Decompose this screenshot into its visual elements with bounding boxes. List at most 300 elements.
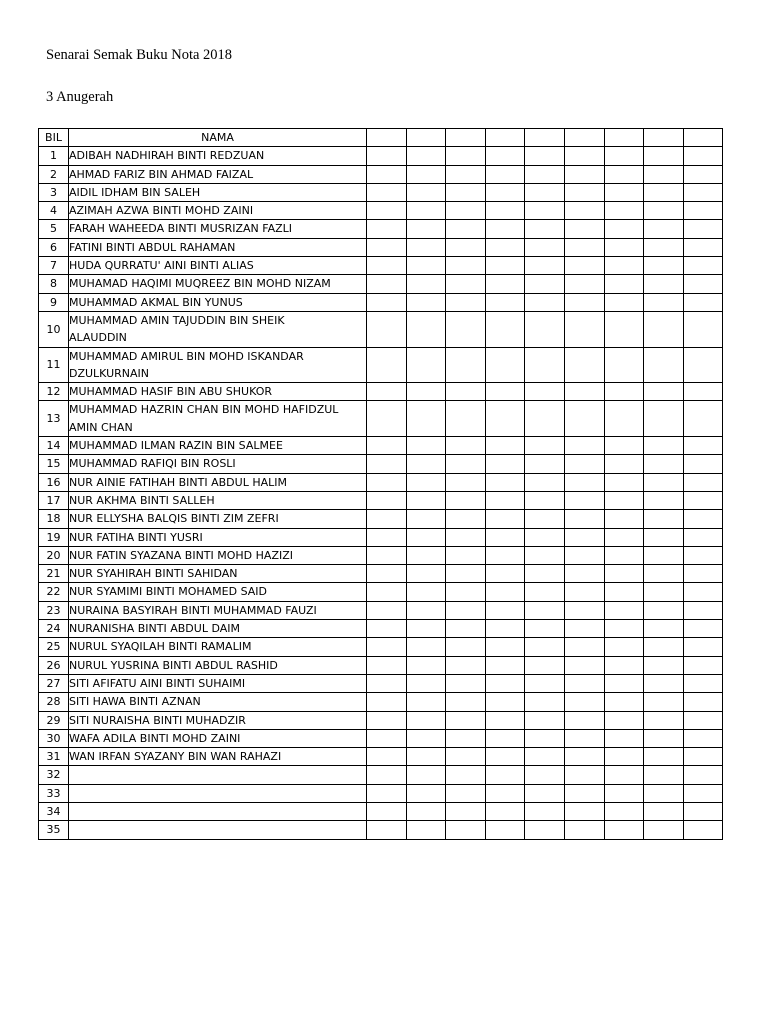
- check-cell[interactable]: [604, 147, 644, 165]
- check-cell[interactable]: [406, 620, 446, 638]
- check-cell[interactable]: [367, 220, 407, 238]
- check-cell[interactable]: [525, 473, 565, 491]
- check-cell[interactable]: [446, 293, 486, 311]
- check-cell[interactable]: [604, 510, 644, 528]
- check-cell[interactable]: [406, 202, 446, 220]
- check-cell[interactable]: [406, 275, 446, 293]
- check-cell[interactable]: [446, 183, 486, 201]
- check-cell[interactable]: [644, 165, 684, 183]
- check-cell[interactable]: [525, 528, 565, 546]
- check-cell[interactable]: [367, 202, 407, 220]
- check-cell[interactable]: [446, 455, 486, 473]
- check-cell[interactable]: [604, 729, 644, 747]
- check-cell[interactable]: [446, 437, 486, 455]
- check-cell[interactable]: [367, 766, 407, 784]
- check-cell[interactable]: [525, 656, 565, 674]
- check-cell[interactable]: [367, 147, 407, 165]
- check-cell[interactable]: [525, 510, 565, 528]
- check-cell[interactable]: [683, 620, 723, 638]
- check-cell[interactable]: [485, 674, 525, 692]
- check-cell[interactable]: [604, 711, 644, 729]
- check-cell[interactable]: [604, 275, 644, 293]
- check-cell[interactable]: [485, 821, 525, 839]
- check-cell[interactable]: [564, 802, 604, 820]
- check-cell[interactable]: [604, 784, 644, 802]
- check-cell[interactable]: [604, 565, 644, 583]
- check-cell[interactable]: [485, 620, 525, 638]
- check-cell[interactable]: [604, 601, 644, 619]
- check-cell[interactable]: [644, 311, 684, 347]
- check-cell[interactable]: [564, 491, 604, 509]
- check-cell[interactable]: [485, 729, 525, 747]
- check-cell[interactable]: [525, 784, 565, 802]
- check-cell[interactable]: [485, 293, 525, 311]
- check-cell[interactable]: [525, 674, 565, 692]
- check-cell[interactable]: [485, 147, 525, 165]
- check-cell[interactable]: [644, 565, 684, 583]
- check-cell[interactable]: [525, 437, 565, 455]
- check-cell[interactable]: [604, 183, 644, 201]
- check-cell[interactable]: [683, 784, 723, 802]
- check-cell[interactable]: [644, 729, 684, 747]
- check-cell[interactable]: [485, 583, 525, 601]
- check-cell[interactable]: [564, 473, 604, 491]
- check-cell[interactable]: [367, 401, 407, 437]
- check-cell[interactable]: [683, 510, 723, 528]
- check-cell[interactable]: [367, 165, 407, 183]
- check-cell[interactable]: [367, 491, 407, 509]
- check-cell[interactable]: [644, 202, 684, 220]
- check-cell[interactable]: [446, 601, 486, 619]
- check-cell[interactable]: [564, 565, 604, 583]
- check-cell[interactable]: [367, 275, 407, 293]
- check-cell[interactable]: [683, 638, 723, 656]
- check-cell[interactable]: [485, 693, 525, 711]
- check-cell[interactable]: [604, 257, 644, 275]
- check-cell[interactable]: [525, 693, 565, 711]
- check-cell[interactable]: [564, 311, 604, 347]
- check-cell[interactable]: [446, 620, 486, 638]
- check-cell[interactable]: [644, 401, 684, 437]
- check-cell[interactable]: [406, 257, 446, 275]
- check-cell[interactable]: [485, 347, 525, 383]
- check-cell[interactable]: [367, 656, 407, 674]
- check-cell[interactable]: [644, 583, 684, 601]
- check-cell[interactable]: [564, 528, 604, 546]
- check-cell[interactable]: [683, 293, 723, 311]
- check-cell[interactable]: [644, 293, 684, 311]
- check-cell[interactable]: [644, 510, 684, 528]
- check-cell[interactable]: [446, 729, 486, 747]
- check-cell[interactable]: [446, 401, 486, 437]
- check-cell[interactable]: [525, 546, 565, 564]
- check-cell[interactable]: [525, 748, 565, 766]
- check-cell[interactable]: [525, 220, 565, 238]
- check-cell[interactable]: [644, 437, 684, 455]
- check-cell[interactable]: [485, 565, 525, 583]
- check-cell[interactable]: [683, 491, 723, 509]
- check-cell[interactable]: [446, 546, 486, 564]
- check-cell[interactable]: [485, 711, 525, 729]
- check-cell[interactable]: [406, 546, 446, 564]
- check-cell[interactable]: [485, 383, 525, 401]
- check-cell[interactable]: [367, 784, 407, 802]
- check-cell[interactable]: [367, 638, 407, 656]
- check-cell[interactable]: [604, 766, 644, 784]
- check-cell[interactable]: [406, 238, 446, 256]
- check-cell[interactable]: [446, 347, 486, 383]
- check-cell[interactable]: [446, 311, 486, 347]
- check-cell[interactable]: [604, 821, 644, 839]
- check-cell[interactable]: [367, 748, 407, 766]
- check-cell[interactable]: [525, 565, 565, 583]
- check-cell[interactable]: [644, 147, 684, 165]
- check-cell[interactable]: [564, 546, 604, 564]
- check-cell[interactable]: [406, 437, 446, 455]
- check-cell[interactable]: [525, 601, 565, 619]
- check-cell[interactable]: [564, 656, 604, 674]
- check-cell[interactable]: [604, 293, 644, 311]
- check-cell[interactable]: [683, 202, 723, 220]
- check-cell[interactable]: [604, 638, 644, 656]
- check-cell[interactable]: [485, 455, 525, 473]
- check-cell[interactable]: [485, 473, 525, 491]
- check-cell[interactable]: [485, 183, 525, 201]
- check-cell[interactable]: [406, 601, 446, 619]
- check-cell[interactable]: [644, 546, 684, 564]
- check-cell[interactable]: [406, 165, 446, 183]
- check-cell[interactable]: [525, 238, 565, 256]
- check-cell[interactable]: [564, 202, 604, 220]
- check-cell[interactable]: [644, 656, 684, 674]
- check-cell[interactable]: [485, 165, 525, 183]
- check-cell[interactable]: [525, 383, 565, 401]
- check-cell[interactable]: [564, 293, 604, 311]
- check-cell[interactable]: [446, 473, 486, 491]
- check-cell[interactable]: [485, 784, 525, 802]
- check-cell[interactable]: [525, 401, 565, 437]
- check-cell[interactable]: [485, 748, 525, 766]
- check-cell[interactable]: [446, 674, 486, 692]
- check-cell[interactable]: [604, 491, 644, 509]
- check-cell[interactable]: [406, 510, 446, 528]
- check-cell[interactable]: [604, 473, 644, 491]
- check-cell[interactable]: [485, 257, 525, 275]
- check-cell[interactable]: [525, 147, 565, 165]
- check-cell[interactable]: [446, 238, 486, 256]
- check-cell[interactable]: [683, 275, 723, 293]
- check-cell[interactable]: [446, 383, 486, 401]
- check-cell[interactable]: [564, 437, 604, 455]
- check-cell[interactable]: [604, 383, 644, 401]
- check-cell[interactable]: [604, 620, 644, 638]
- check-cell[interactable]: [683, 693, 723, 711]
- check-cell[interactable]: [406, 347, 446, 383]
- check-cell[interactable]: [446, 748, 486, 766]
- check-cell[interactable]: [446, 220, 486, 238]
- check-cell[interactable]: [525, 620, 565, 638]
- check-cell[interactable]: [367, 437, 407, 455]
- check-cell[interactable]: [604, 455, 644, 473]
- check-cell[interactable]: [485, 656, 525, 674]
- check-cell[interactable]: [644, 455, 684, 473]
- check-cell[interactable]: [485, 311, 525, 347]
- check-cell[interactable]: [485, 528, 525, 546]
- check-cell[interactable]: [485, 601, 525, 619]
- check-cell[interactable]: [683, 183, 723, 201]
- check-cell[interactable]: [564, 821, 604, 839]
- check-cell[interactable]: [367, 183, 407, 201]
- check-cell[interactable]: [564, 784, 604, 802]
- check-cell[interactable]: [406, 583, 446, 601]
- check-cell[interactable]: [446, 528, 486, 546]
- check-cell[interactable]: [525, 275, 565, 293]
- check-cell[interactable]: [683, 656, 723, 674]
- check-cell[interactable]: [644, 638, 684, 656]
- check-cell[interactable]: [406, 455, 446, 473]
- check-cell[interactable]: [564, 711, 604, 729]
- check-cell[interactable]: [485, 437, 525, 455]
- check-cell[interactable]: [406, 748, 446, 766]
- check-cell[interactable]: [564, 347, 604, 383]
- check-cell[interactable]: [564, 183, 604, 201]
- check-cell[interactable]: [485, 638, 525, 656]
- check-cell[interactable]: [406, 674, 446, 692]
- check-cell[interactable]: [644, 674, 684, 692]
- check-cell[interactable]: [644, 620, 684, 638]
- check-cell[interactable]: [683, 311, 723, 347]
- check-cell[interactable]: [406, 220, 446, 238]
- check-cell[interactable]: [683, 220, 723, 238]
- check-cell[interactable]: [485, 238, 525, 256]
- check-cell[interactable]: [604, 347, 644, 383]
- check-cell[interactable]: [367, 455, 407, 473]
- check-cell[interactable]: [446, 565, 486, 583]
- check-cell[interactable]: [564, 583, 604, 601]
- check-cell[interactable]: [683, 401, 723, 437]
- check-cell[interactable]: [683, 257, 723, 275]
- check-cell[interactable]: [644, 275, 684, 293]
- check-cell[interactable]: [367, 583, 407, 601]
- check-cell[interactable]: [564, 220, 604, 238]
- check-cell[interactable]: [406, 802, 446, 820]
- check-cell[interactable]: [604, 802, 644, 820]
- check-cell[interactable]: [644, 784, 684, 802]
- check-cell[interactable]: [644, 183, 684, 201]
- check-cell[interactable]: [683, 711, 723, 729]
- check-cell[interactable]: [564, 601, 604, 619]
- check-cell[interactable]: [644, 491, 684, 509]
- check-cell[interactable]: [564, 257, 604, 275]
- check-cell[interactable]: [485, 220, 525, 238]
- check-cell[interactable]: [367, 601, 407, 619]
- check-cell[interactable]: [564, 275, 604, 293]
- check-cell[interactable]: [367, 383, 407, 401]
- check-cell[interactable]: [406, 311, 446, 347]
- check-cell[interactable]: [367, 238, 407, 256]
- check-cell[interactable]: [406, 147, 446, 165]
- check-cell[interactable]: [446, 802, 486, 820]
- check-cell[interactable]: [564, 638, 604, 656]
- check-cell[interactable]: [367, 257, 407, 275]
- check-cell[interactable]: [406, 766, 446, 784]
- check-cell[interactable]: [644, 257, 684, 275]
- check-cell[interactable]: [525, 729, 565, 747]
- check-cell[interactable]: [485, 202, 525, 220]
- check-cell[interactable]: [525, 165, 565, 183]
- check-cell[interactable]: [604, 437, 644, 455]
- check-cell[interactable]: [406, 693, 446, 711]
- check-cell[interactable]: [525, 293, 565, 311]
- check-cell[interactable]: [406, 565, 446, 583]
- check-cell[interactable]: [367, 311, 407, 347]
- check-cell[interactable]: [683, 674, 723, 692]
- check-cell[interactable]: [525, 202, 565, 220]
- check-cell[interactable]: [683, 455, 723, 473]
- check-cell[interactable]: [367, 693, 407, 711]
- check-cell[interactable]: [564, 729, 604, 747]
- check-cell[interactable]: [644, 766, 684, 784]
- check-cell[interactable]: [446, 257, 486, 275]
- check-cell[interactable]: [604, 165, 644, 183]
- check-cell[interactable]: [406, 638, 446, 656]
- check-cell[interactable]: [406, 183, 446, 201]
- check-cell[interactable]: [525, 183, 565, 201]
- check-cell[interactable]: [644, 347, 684, 383]
- check-cell[interactable]: [367, 546, 407, 564]
- check-cell[interactable]: [644, 473, 684, 491]
- check-cell[interactable]: [564, 238, 604, 256]
- check-cell[interactable]: [525, 802, 565, 820]
- check-cell[interactable]: [446, 693, 486, 711]
- check-cell[interactable]: [564, 383, 604, 401]
- check-cell[interactable]: [604, 401, 644, 437]
- check-cell[interactable]: [683, 565, 723, 583]
- check-cell[interactable]: [525, 455, 565, 473]
- check-cell[interactable]: [683, 546, 723, 564]
- check-cell[interactable]: [525, 257, 565, 275]
- check-cell[interactable]: [446, 165, 486, 183]
- check-cell[interactable]: [604, 202, 644, 220]
- check-cell[interactable]: [485, 491, 525, 509]
- check-cell[interactable]: [644, 748, 684, 766]
- check-cell[interactable]: [564, 165, 604, 183]
- check-cell[interactable]: [406, 491, 446, 509]
- check-cell[interactable]: [446, 275, 486, 293]
- check-cell[interactable]: [367, 620, 407, 638]
- check-cell[interactable]: [683, 748, 723, 766]
- check-cell[interactable]: [485, 510, 525, 528]
- check-cell[interactable]: [683, 383, 723, 401]
- check-cell[interactable]: [485, 802, 525, 820]
- check-cell[interactable]: [644, 601, 684, 619]
- check-cell[interactable]: [446, 784, 486, 802]
- check-cell[interactable]: [406, 784, 446, 802]
- check-cell[interactable]: [564, 147, 604, 165]
- check-cell[interactable]: [446, 583, 486, 601]
- check-cell[interactable]: [683, 238, 723, 256]
- check-cell[interactable]: [406, 383, 446, 401]
- check-cell[interactable]: [644, 528, 684, 546]
- check-cell[interactable]: [604, 748, 644, 766]
- check-cell[interactable]: [604, 528, 644, 546]
- check-cell[interactable]: [525, 638, 565, 656]
- check-cell[interactable]: [485, 766, 525, 784]
- check-cell[interactable]: [604, 583, 644, 601]
- check-cell[interactable]: [446, 711, 486, 729]
- check-cell[interactable]: [406, 729, 446, 747]
- check-cell[interactable]: [644, 383, 684, 401]
- check-cell[interactable]: [683, 583, 723, 601]
- check-cell[interactable]: [367, 528, 407, 546]
- check-cell[interactable]: [644, 238, 684, 256]
- check-cell[interactable]: [644, 220, 684, 238]
- check-cell[interactable]: [564, 674, 604, 692]
- check-cell[interactable]: [525, 583, 565, 601]
- check-cell[interactable]: [564, 510, 604, 528]
- check-cell[interactable]: [683, 729, 723, 747]
- check-cell[interactable]: [604, 656, 644, 674]
- check-cell[interactable]: [446, 821, 486, 839]
- check-cell[interactable]: [525, 347, 565, 383]
- check-cell[interactable]: [564, 455, 604, 473]
- check-cell[interactable]: [367, 347, 407, 383]
- check-cell[interactable]: [604, 311, 644, 347]
- check-cell[interactable]: [367, 510, 407, 528]
- check-cell[interactable]: [683, 528, 723, 546]
- check-cell[interactable]: [446, 202, 486, 220]
- check-cell[interactable]: [683, 165, 723, 183]
- check-cell[interactable]: [485, 401, 525, 437]
- check-cell[interactable]: [525, 711, 565, 729]
- check-cell[interactable]: [367, 565, 407, 583]
- check-cell[interactable]: [525, 821, 565, 839]
- check-cell[interactable]: [564, 748, 604, 766]
- check-cell[interactable]: [525, 491, 565, 509]
- check-cell[interactable]: [644, 711, 684, 729]
- check-cell[interactable]: [446, 656, 486, 674]
- check-cell[interactable]: [644, 693, 684, 711]
- check-cell[interactable]: [446, 510, 486, 528]
- check-cell[interactable]: [406, 293, 446, 311]
- check-cell[interactable]: [446, 147, 486, 165]
- check-cell[interactable]: [367, 711, 407, 729]
- check-cell[interactable]: [683, 601, 723, 619]
- check-cell[interactable]: [644, 802, 684, 820]
- check-cell[interactable]: [406, 711, 446, 729]
- check-cell[interactable]: [367, 674, 407, 692]
- check-cell[interactable]: [485, 546, 525, 564]
- check-cell[interactable]: [564, 620, 604, 638]
- check-cell[interactable]: [406, 401, 446, 437]
- check-cell[interactable]: [525, 311, 565, 347]
- check-cell[interactable]: [683, 147, 723, 165]
- check-cell[interactable]: [683, 802, 723, 820]
- check-cell[interactable]: [367, 729, 407, 747]
- check-cell[interactable]: [604, 220, 644, 238]
- check-cell[interactable]: [367, 473, 407, 491]
- check-cell[interactable]: [604, 546, 644, 564]
- check-cell[interactable]: [604, 674, 644, 692]
- check-cell[interactable]: [367, 293, 407, 311]
- check-cell[interactable]: [564, 401, 604, 437]
- check-cell[interactable]: [683, 821, 723, 839]
- check-cell[interactable]: [683, 347, 723, 383]
- check-cell[interactable]: [564, 766, 604, 784]
- check-cell[interactable]: [604, 693, 644, 711]
- check-cell[interactable]: [446, 491, 486, 509]
- check-cell[interactable]: [446, 638, 486, 656]
